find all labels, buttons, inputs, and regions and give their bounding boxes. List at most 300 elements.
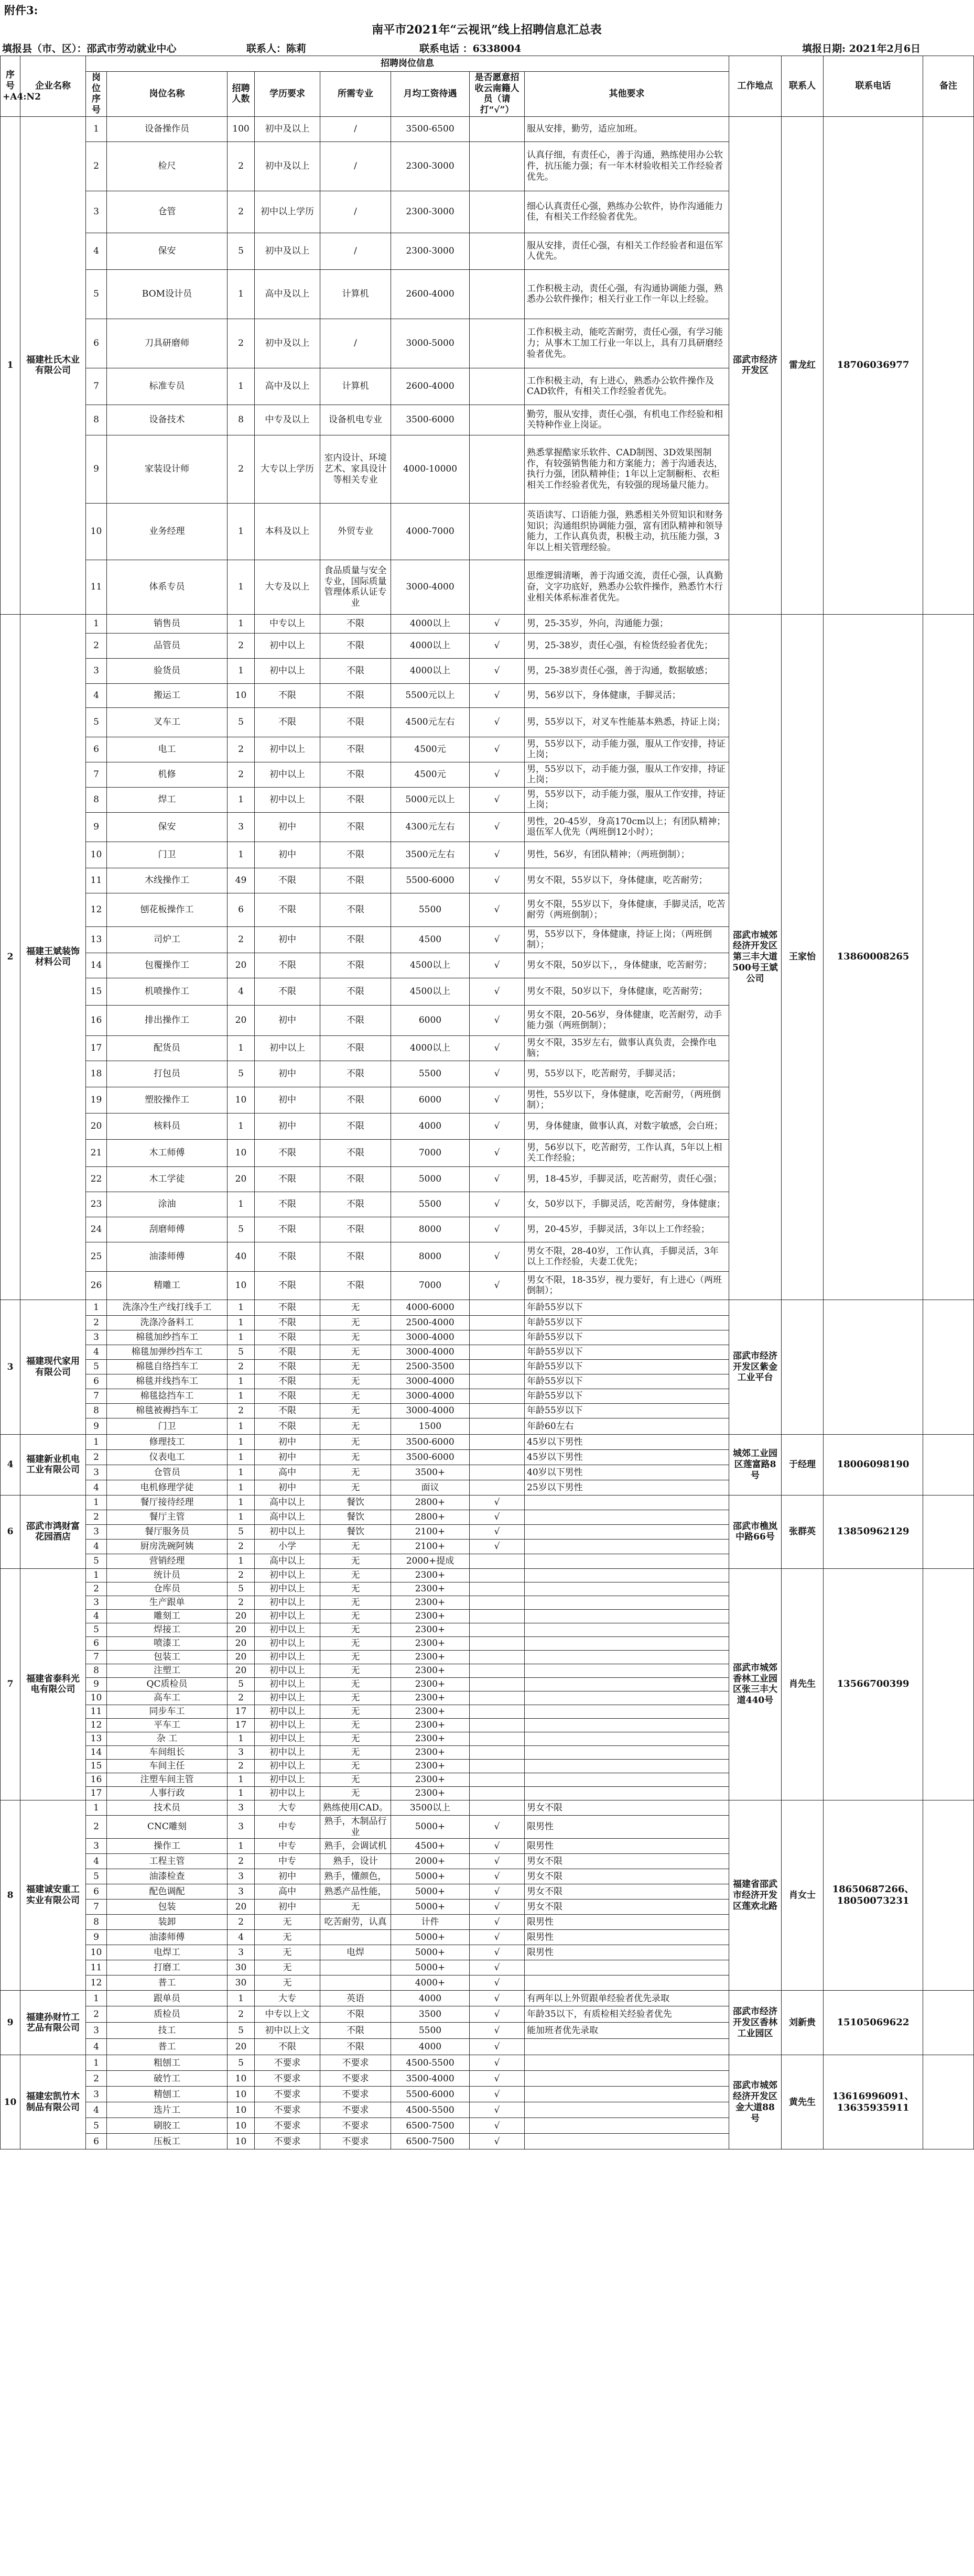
cell-major: 不限 [320, 633, 391, 658]
cell-salary: 4000-7000 [391, 503, 470, 560]
cell-cloud: √ [470, 1539, 525, 1554]
cell-major: 无 [320, 1773, 391, 1786]
cell-pos-name: 叉车工 [107, 707, 228, 737]
cell-pos-name: 高车工 [107, 1691, 228, 1705]
cell-req [525, 1510, 729, 1524]
cell-req: 男女不限，55岁以下，身体健康，手脚灵活，吃苦耐劳（两班倒制）； [525, 893, 729, 926]
cell-pos-seq: 7 [86, 368, 107, 405]
cell-major: 无 [320, 1300, 391, 1315]
cell-major: 熟手，会调试机 [320, 1839, 391, 1854]
cell-pos-seq: 6 [86, 2134, 107, 2149]
table-body [1, 116, 974, 2149]
cell-salary: 4000-10000 [391, 435, 470, 503]
cell-count: 2 [228, 1539, 255, 1554]
cell-req [525, 1677, 729, 1691]
header-group: 招聘岗位信息 [86, 56, 729, 72]
cell-edu: 大专 [255, 1991, 320, 2006]
cell-edu: 无 [255, 1960, 320, 1975]
cell-count: 5 [228, 2023, 255, 2039]
cell-req: 男，20-45岁，手脚灵活，3年以上工作经验； [525, 1217, 729, 1242]
company-name: 福建杜氏木业有限公司 [20, 116, 86, 614]
cell-pos-name: 跟单员 [107, 1991, 228, 2006]
cell-pos-seq: 2 [86, 633, 107, 658]
cell-major: 无 [320, 1449, 391, 1465]
company-contact: 肖先生 [782, 1568, 824, 1800]
cell-pos-seq: 8 [86, 405, 107, 435]
header-location: 工作地点 [729, 56, 782, 117]
cell-count: 2 [228, 633, 255, 658]
cell-req [525, 2087, 729, 2102]
cell-pos-seq: 2 [86, 1315, 107, 1330]
cell-major: 无 [320, 1465, 391, 1480]
cell-pos-name: 选片工 [107, 2102, 228, 2118]
cell-cloud [470, 1732, 525, 1745]
cell-cloud [470, 1664, 525, 1677]
company-remark [923, 1991, 974, 2055]
cell-edu: 本科及以上 [255, 503, 320, 560]
cell-cloud: √ [470, 1271, 525, 1300]
cell-pos-name: 餐厅主管 [107, 1510, 228, 1524]
cell-cloud: √ [470, 1217, 525, 1242]
cell-count: 17 [228, 1705, 255, 1718]
cell-edu: 初中以上 [255, 1786, 320, 1800]
cell-pos-name: 包装 [107, 1900, 228, 1915]
header-seq: 序号+A4:N2 [1, 56, 20, 117]
cell-edu: 不限 [255, 1359, 320, 1374]
cell-salary: 4000 [391, 1991, 470, 2006]
cell-edu: 不限 [255, 2039, 320, 2055]
cell-major: 不要求 [320, 2055, 391, 2071]
cell-salary: 7000 [391, 1139, 470, 1166]
cell-cloud: √ [470, 926, 525, 953]
cell-major: 不限 [320, 812, 391, 842]
cell-edu: 初中及以上 [255, 116, 320, 141]
cell-edu: 不要求 [255, 2102, 320, 2118]
cell-req: 思维逻辑清晰，善于沟通交流，责任心强，认真勤奋，文字功底好，熟悉办公软件操作，熟悉竹木行业相关体系标准者优先。 [525, 560, 729, 614]
cell-pos-name: 仪表电工 [107, 1449, 228, 1465]
cell-edu: 高中及以上 [255, 368, 320, 405]
cell-salary: 3500 [391, 2006, 470, 2023]
cell-edu: 大专以上学历 [255, 435, 320, 503]
cell-salary: 3500+ [391, 1465, 470, 1480]
cell-count: 1 [228, 1465, 255, 1480]
cell-count: 5 [228, 1677, 255, 1691]
cell-pos-name: 注塑车间主管 [107, 1773, 228, 1786]
cell-edu: 初中 [255, 1087, 320, 1113]
cell-req: 男，56岁以下，身体健康，手脚灵活； [525, 683, 729, 707]
cell-pos-name: 破竹工 [107, 2071, 228, 2087]
cell-pos-name: BOM设计员 [107, 269, 228, 319]
cell-req: 男性，56岁，有团队精神；（两班倒制）； [525, 842, 729, 868]
cell-edu: 初中以上 [255, 1596, 320, 1609]
cell-cloud: √ [470, 2118, 525, 2134]
cell-cloud: √ [470, 1166, 525, 1192]
cell-major: 不限 [320, 1242, 391, 1271]
cell-count: 2 [228, 1403, 255, 1418]
cell-pos-seq: 19 [86, 1087, 107, 1113]
cell-req: 男女不限，28-40岁，工作认真，手脚灵活，3年以上工作经验，夫妻工优先； [525, 1242, 729, 1271]
cell-pos-seq: 5 [86, 707, 107, 737]
cell-major: / [320, 191, 391, 233]
cell-cloud [470, 1359, 525, 1374]
cell-pos-seq: 1 [86, 1800, 107, 1815]
cell-cloud: √ [470, 2006, 525, 2023]
cell-major: 不限 [320, 1192, 391, 1217]
cell-req: 熟悉掌握酷家乐软件、CAD制图、3D效果图制作，有较强销售能力和方案能力；善于沟通表达，执行力强，团队精神佳；1年以上定制橱柜、衣柜相关工作经验者优先，有较强的现场量尺能力。 [525, 435, 729, 503]
cell-pos-name: 营销经理 [107, 1554, 228, 1568]
cell-salary: 2800+ [391, 1510, 470, 1524]
cell-count: 5 [228, 2055, 255, 2071]
cell-salary: 3500以上 [391, 1800, 470, 1815]
cell-major: 熟手，设计 [320, 1854, 391, 1869]
cell-req: 男，55岁以下，身体健康，持证上岗；（两班倒制）； [525, 926, 729, 953]
company-location: 邵武市城郊香林工业园区张三丰大道440号 [729, 1568, 782, 1800]
company-name: 福建宏凯竹木制品有限公司 [20, 2055, 86, 2149]
cell-pos-seq: 3 [86, 1524, 107, 1539]
cell-req: 男，25-38岁责任心强，善于沟通，数据敏感； [525, 658, 729, 683]
cell-req: 服从安排，勤劳，适应加班。 [525, 116, 729, 141]
cell-cloud [470, 1315, 525, 1330]
cell-pos-name: 装卸 [107, 1915, 228, 1930]
cell-count: 5 [228, 1217, 255, 1242]
company-seq: 1 [1, 116, 20, 614]
cell-salary: 2300+ [391, 1718, 470, 1732]
table-row [1, 1434, 974, 1449]
company-contact: 张群英 [782, 1495, 824, 1568]
cell-count: 20 [228, 1005, 255, 1035]
header-edu: 学历要求 [255, 72, 320, 117]
cell-pos-seq: 13 [86, 926, 107, 953]
cell-count: 6 [228, 893, 255, 926]
cell-pos-seq: 6 [86, 737, 107, 762]
cell-cloud: √ [470, 868, 525, 893]
cell-edu: 不要求 [255, 2118, 320, 2134]
company-location: 邵武市城郊经济开发区第三丰大道500号王斌公司 [729, 614, 782, 1300]
cell-pos-seq: 4 [86, 1609, 107, 1623]
cell-req: 年龄55岁以下 [525, 1374, 729, 1389]
cell-pos-seq: 2 [86, 2006, 107, 2023]
cell-req: 细心认真责任心强，熟练办公软件，协作沟通能力佳，有相关工作经验者优先。 [525, 191, 729, 233]
cell-pos-seq: 2 [86, 2071, 107, 2087]
cell-pos-name: 配货员 [107, 1035, 228, 1061]
cell-req: 年龄55岁以下 [525, 1300, 729, 1315]
cell-cloud: √ [470, 1839, 525, 1854]
cell-pos-name: 设备技术 [107, 405, 228, 435]
cell-count: 3 [228, 812, 255, 842]
cell-pos-seq: 2 [86, 1510, 107, 1524]
cell-salary: 2100+ [391, 1539, 470, 1554]
cell-edu: 不限 [255, 1315, 320, 1330]
cell-salary: 2300+ [391, 1596, 470, 1609]
cell-major: 不限 [320, 762, 391, 787]
cell-req: 45岁以下男性 [525, 1449, 729, 1465]
cell-pos-seq: 4 [86, 1539, 107, 1554]
attachment-label: 附件3: [4, 4, 38, 17]
cell-cloud [470, 1374, 525, 1389]
cell-pos-seq: 17 [86, 1786, 107, 1800]
cell-salary: 4500+ [391, 1839, 470, 1854]
cell-pos-seq: 3 [86, 1596, 107, 1609]
cell-req: 男女不限 [525, 1884, 729, 1900]
cell-count: 2 [228, 1854, 255, 1869]
contact-label: 联系人：陈莉 [246, 43, 307, 54]
cell-pos-name: 机修 [107, 762, 228, 787]
cell-cloud: √ [470, 737, 525, 762]
cell-count: 5 [228, 1582, 255, 1596]
cell-count: 1 [228, 560, 255, 614]
cell-edu: 不限 [255, 1139, 320, 1166]
cell-cloud [470, 1330, 525, 1345]
cell-salary: 4000-6000 [391, 1300, 470, 1315]
cell-pos-seq: 5 [86, 1359, 107, 1374]
cell-count: 49 [228, 868, 255, 893]
cell-salary: 2300+ [391, 1732, 470, 1745]
cell-salary: 3000-5000 [391, 319, 470, 368]
header-company: 企业名称 [20, 56, 86, 117]
cell-major: 电焊 [320, 1945, 391, 1960]
cell-count: 2 [228, 1915, 255, 1930]
cell-count: 2 [228, 1759, 255, 1773]
cell-pos-name: 油漆师傅 [107, 1242, 228, 1271]
cell-count: 4 [228, 1930, 255, 1945]
company-seq: 6 [1, 1495, 20, 1568]
cell-count: 2 [228, 435, 255, 503]
cell-pos-seq: 3 [86, 2023, 107, 2039]
cell-pos-name: 棉毯加纱挡车工 [107, 1330, 228, 1345]
cell-count: 20 [228, 1650, 255, 1664]
cell-pos-name: 刨花板操作工 [107, 893, 228, 926]
cell-cloud [470, 1403, 525, 1418]
cell-req [525, 1773, 729, 1786]
cell-pos-name: 保安 [107, 812, 228, 842]
cell-count: 1 [228, 1991, 255, 2006]
cell-major: 不限 [320, 1271, 391, 1300]
company-phone: 18706036977 [824, 116, 923, 614]
cell-req: 限男性 [525, 1839, 729, 1854]
cell-pos-name: QC质检员 [107, 1677, 228, 1691]
cell-salary: 8000 [391, 1242, 470, 1271]
cell-req: 男，56岁以下，吃苦耐劳，工作认真，5年以上相关工作经验； [525, 1139, 729, 1166]
cell-count: 2 [228, 1568, 255, 1582]
cell-salary: 3000-4000 [391, 1389, 470, 1403]
header-phone: 联系电话 [824, 56, 923, 117]
cell-count: 10 [228, 683, 255, 707]
cell-pos-name: 品管员 [107, 633, 228, 658]
cell-count: 1 [228, 1732, 255, 1745]
cell-edu: 初中以上 [255, 1664, 320, 1677]
cell-count: 2 [228, 926, 255, 953]
cell-req [525, 1568, 729, 1582]
cell-edu: 中专及以上 [255, 405, 320, 435]
cell-edu: 初中以上 [255, 1745, 320, 1759]
cell-pos-seq: 8 [86, 1664, 107, 1677]
cell-pos-name: 统计员 [107, 1568, 228, 1582]
cell-major: 无 [320, 1732, 391, 1745]
cell-pos-name: 技工 [107, 2023, 228, 2039]
cell-cloud: √ [470, 2055, 525, 2071]
cell-edu: 初中以上 [255, 1623, 320, 1636]
cell-req [525, 1664, 729, 1677]
cell-edu: 大专及以上 [255, 560, 320, 614]
cell-major: 不限 [320, 868, 391, 893]
cell-major: 熟练使用CAD。 [320, 1800, 391, 1815]
cell-pos-name: 棉毯自络挡车工 [107, 1359, 228, 1374]
cell-count: 1 [228, 1192, 255, 1217]
cell-cloud [470, 1623, 525, 1636]
cell-req: 男女不限，55岁以下，身体健康，吃苦耐劳； [525, 868, 729, 893]
cell-pos-seq: 14 [86, 953, 107, 978]
cell-major: 无 [320, 1664, 391, 1677]
company-contact: 肖女士 [782, 1800, 824, 1990]
company-location: 邵武市经济开发区香林工业园区 [729, 1991, 782, 2055]
cell-pos-seq: 18 [86, 1061, 107, 1087]
cell-major: 无 [320, 1609, 391, 1623]
cell-edu: 初中 [255, 1434, 320, 1449]
cell-major: 餐饮 [320, 1510, 391, 1524]
cell-major: 无 [320, 1596, 391, 1609]
cell-edu: 不限 [255, 953, 320, 978]
table-row [1, 116, 974, 141]
cell-cloud: √ [470, 978, 525, 1005]
cell-pos-seq: 1 [86, 1434, 107, 1449]
cell-cloud [470, 1582, 525, 1596]
cell-cloud: √ [470, 1815, 525, 1838]
cell-cloud: √ [470, 1113, 525, 1139]
cell-pos-seq: 14 [86, 1745, 107, 1759]
cell-edu: 不限 [255, 1300, 320, 1315]
cell-salary: 2300+ [391, 1636, 470, 1650]
cell-pos-seq: 22 [86, 1166, 107, 1192]
cell-pos-name: 厨房洗碗阿姨 [107, 1539, 228, 1554]
cell-pos-seq: 1 [86, 1991, 107, 2006]
cell-major: 不限 [320, 953, 391, 978]
cell-count: 1 [228, 1300, 255, 1315]
company-remark [923, 116, 974, 614]
cell-cloud [470, 1554, 525, 1568]
cell-edu: 初中以上 [255, 1773, 320, 1786]
cell-salary: 2300+ [391, 1582, 470, 1596]
cell-edu: 初中以上 [255, 658, 320, 683]
cell-pos-name: 雕刻工 [107, 1609, 228, 1623]
cell-cloud: √ [470, 1139, 525, 1166]
cell-pos-seq: 7 [86, 1650, 107, 1664]
company-name: 福建诚安重工实业有限公司 [20, 1800, 86, 1990]
cell-salary: 3500-6000 [391, 1434, 470, 1449]
cell-count: 40 [228, 1242, 255, 1271]
cell-salary: 7000 [391, 1271, 470, 1300]
cell-edu: 初中 [255, 1869, 320, 1884]
table-row [1, 2055, 974, 2071]
cell-cloud [470, 1418, 525, 1434]
cell-pos-name: 技术员 [107, 1800, 228, 1815]
cell-pos-name: 杂 工 [107, 1732, 228, 1745]
cell-edu: 初中以上 [255, 1609, 320, 1623]
cell-cloud: √ [470, 787, 525, 812]
cell-count: 1 [228, 1434, 255, 1449]
cell-cloud [470, 141, 525, 191]
cell-cloud [470, 1718, 525, 1732]
cell-major: 无 [320, 1677, 391, 1691]
cell-pos-seq: 1 [86, 1300, 107, 1315]
cell-cloud: √ [470, 1524, 525, 1539]
cell-major: 无 [320, 1345, 391, 1359]
cell-count: 10 [228, 2102, 255, 2118]
cell-count: 1 [228, 1374, 255, 1389]
cell-req [525, 1786, 729, 1800]
cell-cloud: √ [470, 1005, 525, 1035]
cell-salary: 2800+ [391, 1495, 470, 1510]
cell-pos-name: 餐厅服务员 [107, 1524, 228, 1539]
cell-req [525, 2055, 729, 2071]
cell-pos-name: 粗刨工 [107, 2055, 228, 2071]
cell-pos-seq: 6 [86, 1374, 107, 1389]
cell-major: 餐饮 [320, 1524, 391, 1539]
cell-salary: 4500元 [391, 737, 470, 762]
cell-req [525, 1609, 729, 1623]
cell-major: 不要求 [320, 2071, 391, 2087]
cell-edu: 不要求 [255, 2134, 320, 2149]
cell-salary: 4000以上 [391, 633, 470, 658]
cell-cloud [470, 1745, 525, 1759]
cell-count: 1 [228, 1839, 255, 1854]
cell-count: 10 [228, 1087, 255, 1113]
cell-salary: 4500-5500 [391, 2102, 470, 2118]
cell-salary: 2300-3000 [391, 233, 470, 269]
cell-major: 熟手，懂颜色， [320, 1869, 391, 1884]
cell-count: 20 [228, 1636, 255, 1650]
cell-req [525, 1650, 729, 1664]
cell-pos-seq: 5 [86, 269, 107, 319]
cell-req: 男女不限，50岁以下，身体健康，吃苦耐劳； [525, 978, 729, 1005]
cell-pos-name: 验货员 [107, 658, 228, 683]
cell-edu: 不限 [255, 1166, 320, 1192]
cell-req: 年龄35以下，有质检相关经验者优先 [525, 2006, 729, 2023]
cell-edu: 初中以上 [255, 1035, 320, 1061]
header-contact: 联系人 [782, 56, 824, 117]
cell-pos-seq: 11 [86, 1960, 107, 1975]
cell-req: 男女不限 [525, 1854, 729, 1869]
cell-req: 男女不限，18-35岁，视力要好，有上进心（两班倒制）； [525, 1271, 729, 1300]
cell-pos-seq: 15 [86, 1759, 107, 1773]
cell-count: 3 [228, 1869, 255, 1884]
cell-salary: 4000 [391, 1113, 470, 1139]
cell-major: 不要求 [320, 2102, 391, 2118]
cell-pos-seq: 26 [86, 1271, 107, 1300]
cell-req: 年龄55岁以下 [525, 1315, 729, 1330]
cell-salary: 2300+ [391, 1786, 470, 1800]
cell-pos-seq: 12 [86, 1975, 107, 1991]
cell-salary: 5500-6000 [391, 868, 470, 893]
cell-pos-name: 检尺 [107, 141, 228, 191]
cell-edu: 无 [255, 1945, 320, 1960]
cell-count: 1 [228, 1315, 255, 1330]
cell-pos-seq: 25 [86, 1242, 107, 1271]
cell-cloud: √ [470, 762, 525, 787]
cell-req [525, 1745, 729, 1759]
cell-cloud [470, 1389, 525, 1403]
cell-edu: 初中以上 [255, 1677, 320, 1691]
cell-count: 3 [228, 1945, 255, 1960]
cell-edu: 初中 [255, 1480, 320, 1495]
cell-pos-seq: 24 [86, 1217, 107, 1242]
cell-salary: 3500-6000 [391, 405, 470, 435]
cell-req [525, 1623, 729, 1636]
cell-edu: 不要求 [255, 2055, 320, 2071]
cell-major: 无 [320, 1480, 391, 1495]
cell-major: 不要求 [320, 2118, 391, 2134]
cell-pos-seq: 2 [86, 1449, 107, 1465]
table-row [1, 1495, 974, 1510]
